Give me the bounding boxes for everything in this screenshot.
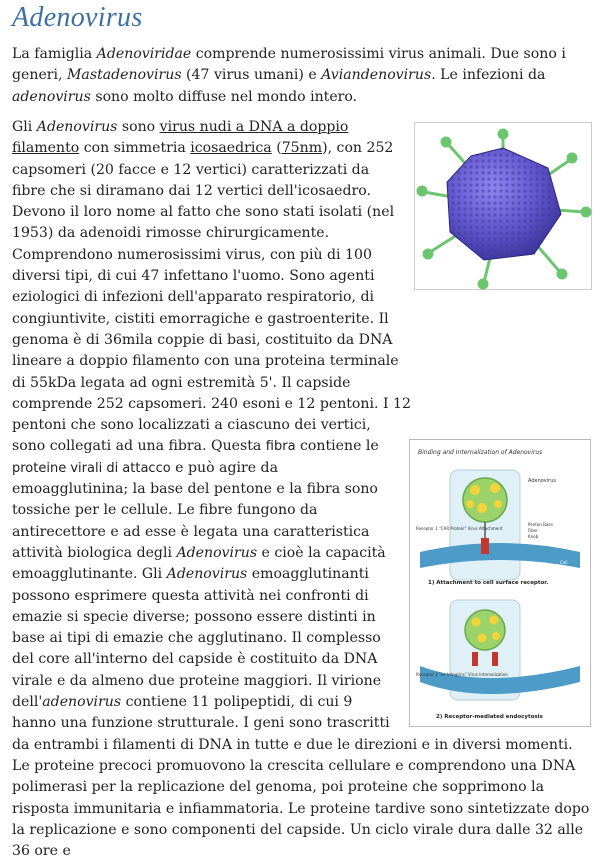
text: ( bbox=[271, 140, 282, 157]
label-fiber: Fiber bbox=[528, 528, 538, 533]
italic-term: Adenovirus bbox=[176, 544, 258, 561]
link-virus-nudi[interactable]: virus nudi a DNA a doppio filamento bbox=[12, 119, 349, 157]
page-title: Adenovirus bbox=[12, 2, 143, 33]
label-receptor-2: Receptor 2 "αv Integrins" Virus Internalization bbox=[416, 672, 508, 677]
label-penton: Penton Base bbox=[528, 522, 553, 527]
text: e può agire da emoagglutinina; la base del pentone e la fibra sono tossiche per le cellule. Le fibre fungono da antirecettore e ad esse è legata una caratteristica attività biologica degli bbox=[12, 459, 378, 561]
adenovirus-endocytosis-diagram bbox=[409, 439, 591, 727]
text: con simmetria bbox=[79, 140, 191, 157]
italic-term: adenovirus bbox=[42, 694, 122, 711]
adenovirus-image bbox=[414, 122, 592, 290]
intro-paragraph bbox=[12, 44, 587, 108]
link-icosaedrica[interactable]: icosaedrica bbox=[190, 140, 272, 157]
text: sono molto diffuse nel mondo intero. bbox=[90, 88, 358, 105]
label-knob: Knob bbox=[528, 534, 539, 539]
label-cell: Cell bbox=[560, 560, 568, 565]
link-75nm[interactable]: 75nm bbox=[281, 140, 323, 157]
text: contiene 11 polipeptidi, di cui 9 hanno una funzione strutturale. I geni sono trascritti da entrambi i filamenti di DNA in tutte e due le direzioni e in diversi momenti. Le proteine precoci promuovono la crescita cellulare e comprendono una DNA polimerasi per la replicazione del genoma, poi proteine che sopprimono la risposta immunitaria e infiammatoria. Le proteine tardive sono sintetizzate dopo la replicazione e sono componenti del capside. Un ciclo virale dura dalle 32 alle 36 ore e bbox=[12, 694, 590, 860]
caption-1: 1) Attachment to cell surface receptor. bbox=[428, 580, 549, 586]
label-adenovirus: Adenovirus bbox=[528, 478, 556, 484]
text: Gli bbox=[12, 119, 37, 135]
italic-term: Aviandenovirus bbox=[321, 67, 432, 84]
text: (47 virus umani) e bbox=[181, 67, 322, 84]
main-article bbox=[12, 117, 592, 862]
text: ), con 252 capsomeri (20 facce e 12 vertici) caratterizzati da fibre che si diramano dai 12 vertici dell'icosaedro. Devono il loro nome al fatto che sono stati isolati (nel 1953) da adenoidi rimosse chirurgicamente. Comprendono numerosissimi virus, con più di 100 diversi tipi, di cui 47 infettano l'uomo. Sono agenti eziologici di infezioni dell'apparato respiratorio, di congiuntivite, cistiti emorragiche e gastroenterite. Il genoma è di 36mila coppie di basi, costituito da DNA lineare a doppio filamento con una proteina terminale di 55kDa legata ad ogni estremità 5'. Il capside comprende 252 capsomeri. 240 esoni e 12 pentoni. I 12 pentoni che sono localizzati a ciascuno dei vertici, sono collegati ad una fibra. Questa bbox=[12, 140, 411, 455]
diagram-title: Binding and Internalization of Adenovirus bbox=[418, 449, 543, 456]
caption-2: 2) Receptor-mediated endocytosis bbox=[436, 714, 543, 720]
italic-term: adenovirus bbox=[12, 88, 91, 105]
text: e cioè la capacità emoagglutinante. Gli bbox=[12, 544, 386, 583]
italic-term: Adenovirus bbox=[166, 566, 248, 583]
bold-term: fibra bbox=[265, 439, 296, 455]
italic-term: Mastadenovirus bbox=[67, 67, 182, 84]
italic-term: Adenoviridae bbox=[96, 46, 192, 62]
text: sono bbox=[117, 119, 160, 135]
text: emoagglutinanti possono esprimere questa attività nei confronti di emazie si specie diverse; possono essere distinti in base ai tipi di emazie che agglutinano. Il complesso del core all'interno del capside è costituito da DNA virale e da almeno due proteine maggiori. Il virione dell' bbox=[12, 566, 382, 711]
italic-term: Adenovirus bbox=[36, 119, 118, 135]
text: contiene le bbox=[295, 438, 379, 455]
text: La famiglia bbox=[12, 46, 97, 62]
text: comprende numerosissimi virus animali. Due sono i generi, bbox=[12, 46, 566, 84]
label-receptor-1: Receptor 1 "CAR Protein" Virus Attachment bbox=[416, 526, 503, 531]
bold-term: proteine virali di attacco bbox=[12, 460, 171, 476]
text: . Le infezioni da bbox=[431, 67, 546, 84]
